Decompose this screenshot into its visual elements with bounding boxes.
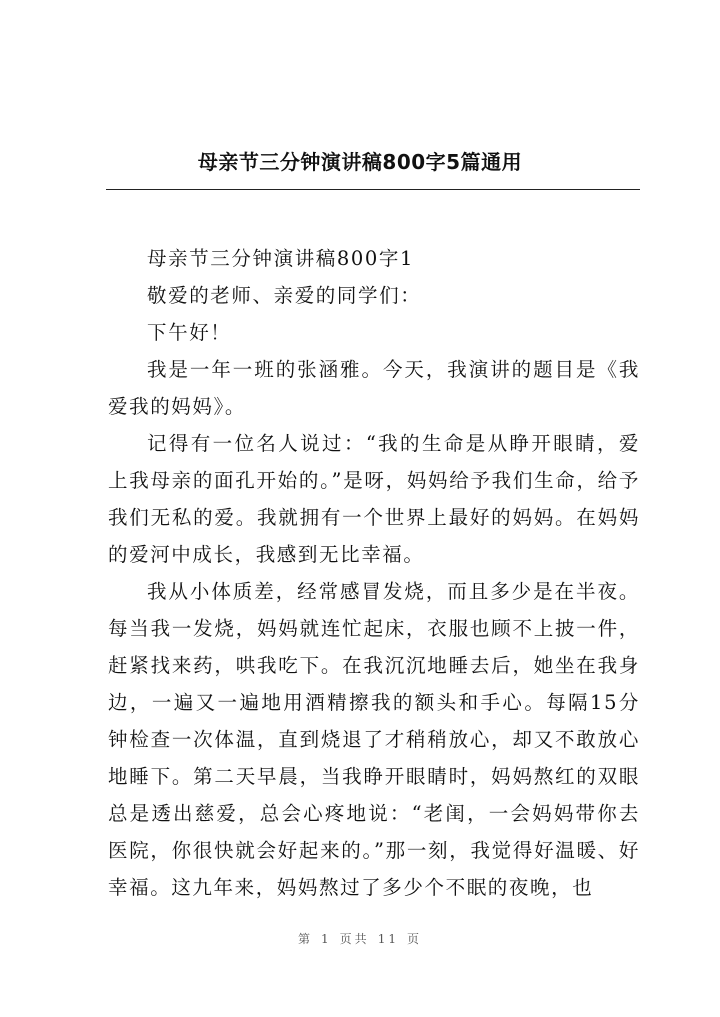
- page-label-suffix: 页: [406, 932, 422, 946]
- greeting: 下午好！: [147, 321, 232, 344]
- body-paragraph: 我从小体质差，经常感冒发烧，而且多少是在半夜。每当我一发烧，妈妈就连忙起床，衣服也顾不上披一件，赶紧找来药，哄我吃下。在我沉沉地睡去后，她坐在我身边，一遍又一遍地用酒精擦我的额头和手心。每隔15分钟检查一次体温，直到烧退了才稍稍放心，却又不敢放心地睡下。第二天早晨，当我睁开眼睛时，妈妈熬红的双眼总是透出慈爱，总会心疼地说：“老闺，一会妈妈带你去医院，你很快就会好起来的。”那一刻，我觉得好温暖、好幸福。这九年来，妈妈熬过了多少个不眠的夜晚，也: [108, 580, 640, 899]
- title-divider: [106, 189, 640, 190]
- document-body: [108, 240, 640, 906]
- page-label-prefix: 第: [298, 932, 314, 946]
- total-pages-number: 11: [377, 932, 399, 946]
- body-paragraph: 记得有一位名人说过：“我的生命是从睁开眼睛，爱上我母亲的面孔开始的。”是呀，妈妈给予我们生命，给予我们无私的爱。我就拥有一个世界上最好的妈妈。在妈妈的爱河中成长，我感到无比幸福。: [108, 432, 640, 566]
- document-title: 母亲节三分钟演讲稿800字5篇通用: [197, 150, 523, 174]
- salutation: 敬爱的老师、亲爱的同学们：: [147, 284, 422, 307]
- page-label-mid: 页共: [339, 932, 370, 946]
- page-footer: [0, 930, 720, 947]
- body-paragraph: 我是一年一班的张涵雅。今天，我演讲的题目是《我爱我的妈妈》。: [108, 358, 640, 418]
- current-page-number: 1: [321, 932, 332, 946]
- section-heading: 母亲节三分钟演讲稿800字1: [147, 247, 415, 270]
